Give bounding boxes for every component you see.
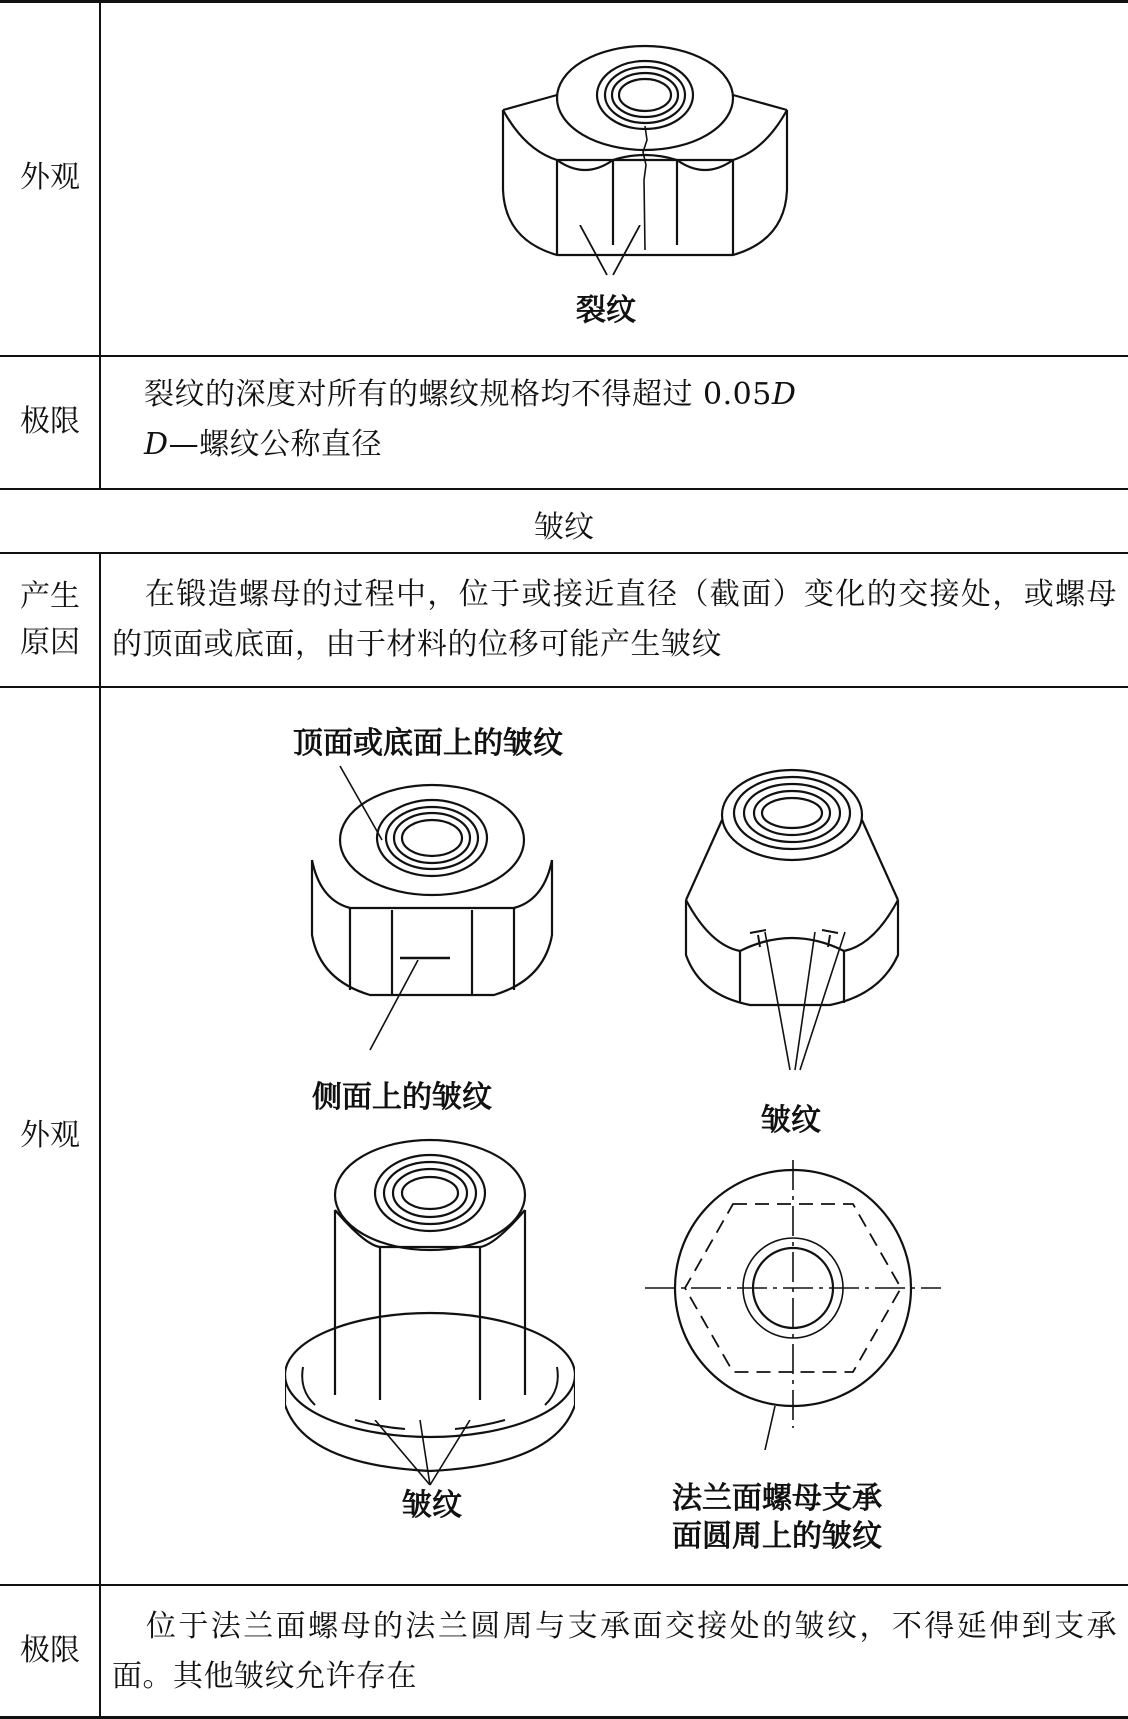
row2-line2 — [112, 420, 1117, 470]
section-title: 皱纹 — [534, 510, 594, 545]
row6-label-text: 极限 — [20, 1632, 80, 1668]
chamfer-wrinkle-pointers — [745, 930, 865, 1080]
fig-br-label-line2: 面圆周上的皱纹 — [672, 1519, 882, 1554]
fig-top-label: 顶面或底面上的皱纹 — [293, 726, 563, 761]
row2-label — [0, 356, 100, 488]
row6-label — [0, 1585, 100, 1716]
row4-text — [112, 570, 1117, 670]
row4-label-line1: 产生 — [20, 578, 80, 614]
row2-line1-value: 0.05 — [703, 377, 772, 412]
row2-line2-var: D — [144, 427, 169, 462]
row4-text-body: 在锻造螺母的过程中，位于或接近直径（截面）变化的交接处，或螺母的顶面或底面，由于材料的位移可能产生皱纹 — [112, 577, 1117, 662]
fig-br-label — [672, 1480, 882, 1556]
rule-5 — [0, 1584, 1128, 1586]
rule-4 — [0, 686, 1128, 688]
row1-label — [0, 0, 100, 355]
row4-label — [0, 553, 100, 686]
row5-label-text: 外观 — [20, 1117, 80, 1153]
row2-line1 — [112, 370, 1117, 420]
fig-tr-label: 皱纹 — [761, 1103, 821, 1138]
side-wrinkle-pointer — [360, 960, 440, 1060]
crack-label: 裂纹 — [576, 293, 636, 328]
row1-label-text: 外观 — [20, 159, 80, 195]
row2-text — [112, 370, 1117, 470]
rule-2 — [0, 488, 1128, 490]
row4-label-line2: 原因 — [20, 624, 80, 660]
crack-pointer — [560, 225, 660, 285]
flange-bearing-face-illustration — [645, 1160, 945, 1450]
rule-1 — [0, 355, 1128, 357]
row2-line2-text: —螺纹公称直径 — [168, 427, 383, 462]
row6-text-body: 位于法兰面螺母的法兰圆周与支承面交接处的皱纹，不得延伸到支承面。其他皱纹允许存在 — [112, 1609, 1117, 1694]
row5-label — [0, 687, 100, 1584]
fig-bl-label: 皱纹 — [402, 1488, 462, 1523]
rule-top — [0, 0, 1128, 3]
row2-line1-prefix: 裂纹的深度对所有的螺纹规格均不得超过 — [144, 377, 693, 412]
fig-side-label: 侧面上的皱纹 — [312, 1080, 492, 1115]
fig-br-label-line1: 法兰面螺母支承 — [672, 1481, 882, 1516]
rule-3 — [0, 552, 1128, 554]
row6-text — [112, 1602, 1117, 1702]
row2-line1-var: D — [771, 377, 797, 412]
rule-bottom — [0, 1716, 1128, 1719]
row2-label-text: 极限 — [20, 404, 80, 439]
